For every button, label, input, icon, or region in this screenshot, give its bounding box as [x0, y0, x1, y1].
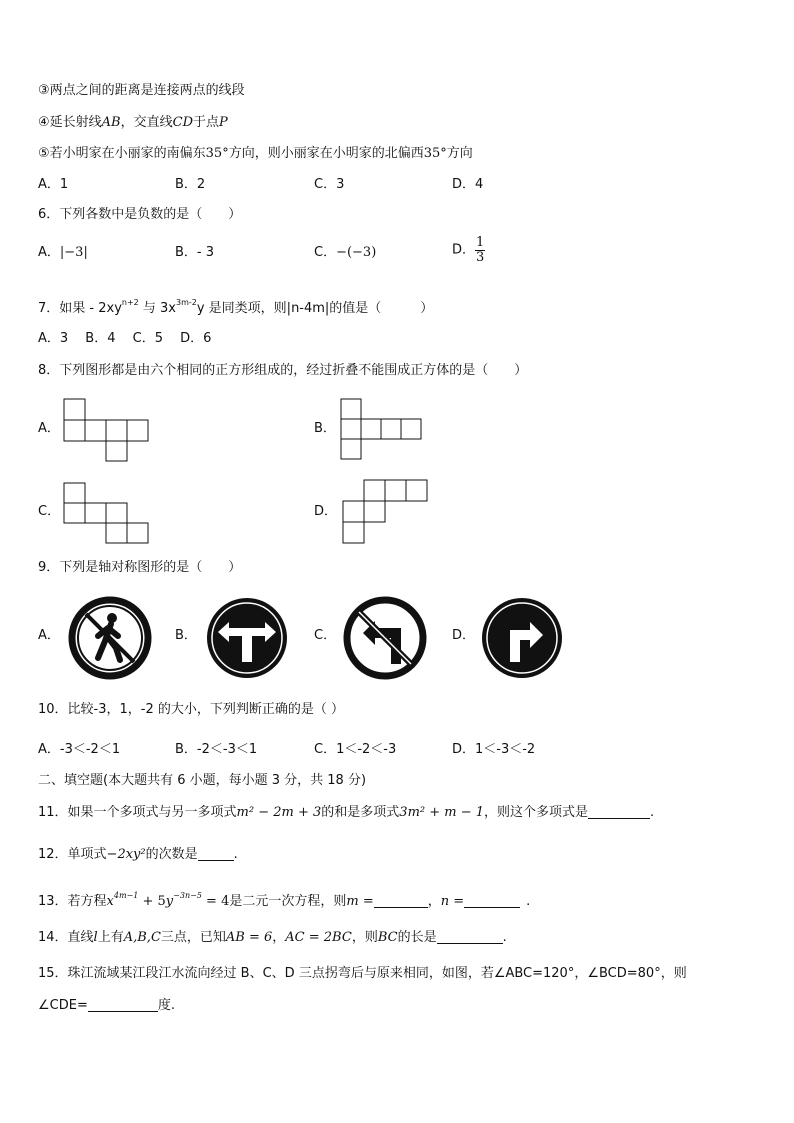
statement-5-text-2: 方向，则小丽家在小明家的北偏西	[228, 146, 424, 161]
q10-option-c: C．1＜-2＜-3	[314, 742, 397, 757]
q14-line-l: l	[93, 930, 98, 945]
q6-b-value: - 3	[196, 245, 215, 260]
q11-answer-blank[interactable]	[588, 804, 650, 819]
q13-period: .	[526, 894, 531, 909]
statement-4-text-3: 于点	[193, 115, 220, 130]
q15-answer-blank[interactable]	[88, 997, 158, 1012]
q6-option-b	[175, 244, 214, 262]
q6-a-value: |−3|	[59, 245, 88, 260]
q14-period: .	[502, 930, 507, 945]
q7-stem	[38, 294, 433, 318]
q7-text-2: 与 3x	[138, 301, 176, 316]
q13-m-label: m =	[346, 894, 374, 909]
q12-text: 12．单项式	[38, 847, 107, 862]
q13-exponent-2: −3n−5	[173, 891, 202, 900]
cube-net-d	[342, 479, 430, 545]
fraction-denominator: 3	[476, 250, 485, 265]
q13-text-2: 是二元一次方程，则	[229, 894, 347, 909]
q13-equals: = 4	[201, 894, 230, 909]
q6-option-a	[38, 244, 88, 262]
right-turn-sign-icon	[480, 596, 564, 684]
statement-4-text-2: ，交直线	[120, 115, 173, 130]
q13-stem	[38, 887, 530, 911]
cube-net-b	[340, 398, 424, 462]
q14-bc: BC	[377, 930, 398, 945]
q15-stem: 15．珠江流域某江段江水流向经过 B、C、D 三点拐弯后与原来相同，如图，若∠ABC=120°，∠BCD=80°，则	[38, 966, 687, 981]
q10-stem: 10．比较-3，1，-2 的大小，下列判断正确的是（ ）	[38, 702, 345, 717]
q15-stem-2	[38, 997, 175, 1015]
q13-text: 13．若方程	[38, 894, 107, 909]
q10-option-a: A．-3＜-2＜1	[38, 742, 121, 757]
q14-text: 14．直线	[38, 930, 94, 945]
q8-label-b: B．	[314, 421, 336, 436]
statement-5-text-3: 方向	[446, 146, 473, 161]
q10-option-d: D．1＜-3＜-2	[452, 742, 536, 757]
q6-d-fraction	[475, 236, 485, 265]
q11-text: 11．如果一个多项式与另一多项式	[38, 805, 237, 820]
q11-stem	[38, 804, 654, 822]
q14-text-3: 三点，已知	[160, 930, 226, 945]
q7-exponent-1: n+2	[121, 298, 139, 307]
q10-option-b: B．-2＜-3＜1	[175, 742, 258, 757]
q13-separator: ，	[427, 894, 441, 909]
cube-net-c	[63, 482, 151, 546]
cube-net-a	[63, 398, 151, 462]
q13-plus: + 5	[138, 894, 166, 909]
q14-ac: AC = 2BC	[285, 930, 352, 945]
angle-1: 35°	[205, 146, 229, 161]
q8-stem: 8．下列图形都是由六个相同的正方形组成的，经过折叠不能围成正方体的是（ ）	[38, 363, 528, 378]
q9-label-c: C．	[314, 628, 337, 643]
angle-2: 35°	[423, 146, 447, 161]
q6-c-value: −(−3)	[336, 245, 377, 260]
q11-text-3: ，则这个多项式是	[484, 805, 589, 820]
q9-label-a: A．	[38, 628, 60, 643]
q5-option-b: B．2	[175, 177, 206, 192]
q9-stem: 9．下列是轴对称图形的是（ ）	[38, 560, 242, 575]
q6-stem: 6．下列各数中是负数的是（ ）	[38, 207, 242, 222]
q13-exponent-1: 4m−1	[113, 891, 139, 900]
q14-text-4: ，则	[351, 930, 378, 945]
q14-text-5: 的长是	[397, 930, 437, 945]
fraction-numerator: 1	[476, 235, 485, 250]
line-cd: CD	[172, 115, 193, 130]
statement-5-text: ⑤若小明家在小丽家的南偏东	[38, 146, 206, 161]
q12-period: .	[233, 847, 238, 862]
q14-text-2: 上有	[97, 930, 124, 945]
q8-label-a: A．	[38, 421, 60, 436]
point-p: P	[219, 115, 228, 130]
ray-ab: AB	[101, 115, 121, 130]
q5-option-c: C．3	[314, 177, 345, 192]
q6-option-d	[452, 236, 485, 265]
q14-points: A,B,C	[123, 930, 161, 945]
no-left-turn-sign-icon	[343, 596, 427, 684]
statement-4-text: ④延长射线	[38, 115, 102, 130]
q6-a-label: A．	[38, 245, 60, 260]
q8-label-d: D．	[314, 504, 338, 519]
q13-m-blank[interactable]	[374, 893, 428, 908]
left-right-turn-sign-icon	[205, 596, 289, 684]
q15-unit: 度.	[157, 998, 175, 1013]
q13-var-y: y	[165, 894, 174, 909]
q12-stem	[38, 846, 238, 864]
q8-label-c: C．	[38, 504, 61, 519]
section-heading: 二、填空题(本大题共有 6 小题，每小题 3 分，共 18 分)	[38, 773, 367, 788]
q12-text-2: 的次数是	[145, 847, 198, 862]
statement-4	[38, 114, 228, 132]
q13-var-x: x	[106, 894, 114, 909]
q6-b-label: B．	[175, 245, 197, 260]
q7-exponent-2: 3m-2	[176, 298, 197, 307]
q11-text-2: 的和是多项式	[321, 805, 400, 820]
q14-stem	[38, 929, 507, 947]
q12-expression: −2xy²	[106, 847, 146, 862]
q7-options: A．3 B．4 C．5 D．6	[38, 331, 212, 346]
q9-label-b: B．	[175, 628, 197, 643]
q6-d-label: D．	[452, 242, 476, 258]
q7-text-3: y 是同类项，则|n-4m|的值是（ ）	[196, 301, 434, 316]
q15-angle-label: ∠CDE=	[38, 998, 88, 1013]
no-pedestrian-sign-icon	[68, 596, 152, 684]
q7-text: 7．如果 - 2xy	[38, 301, 122, 316]
q13-n-label: n =	[440, 894, 465, 909]
q13-n-blank[interactable]	[464, 893, 520, 908]
q14-ab: AB = 6	[225, 930, 273, 945]
q11-period: .	[650, 805, 655, 820]
q5-option-a: A．1	[38, 177, 69, 192]
q6-c-label: C．	[314, 245, 337, 260]
q11-expression-2: 3m² + m − 1	[399, 805, 485, 820]
statement-3: ③两点之间的距离是连接两点的线段	[38, 83, 245, 98]
q6-option-c	[314, 244, 376, 262]
q5-option-d: D．4	[452, 177, 484, 192]
q14-separator: ，	[272, 930, 286, 945]
q12-answer-blank[interactable]	[198, 846, 234, 861]
q14-answer-blank[interactable]	[437, 929, 503, 944]
q11-expression-1: m² − 2m + 3	[236, 805, 322, 820]
statement-5	[38, 145, 473, 163]
q9-label-d: D．	[452, 628, 476, 643]
